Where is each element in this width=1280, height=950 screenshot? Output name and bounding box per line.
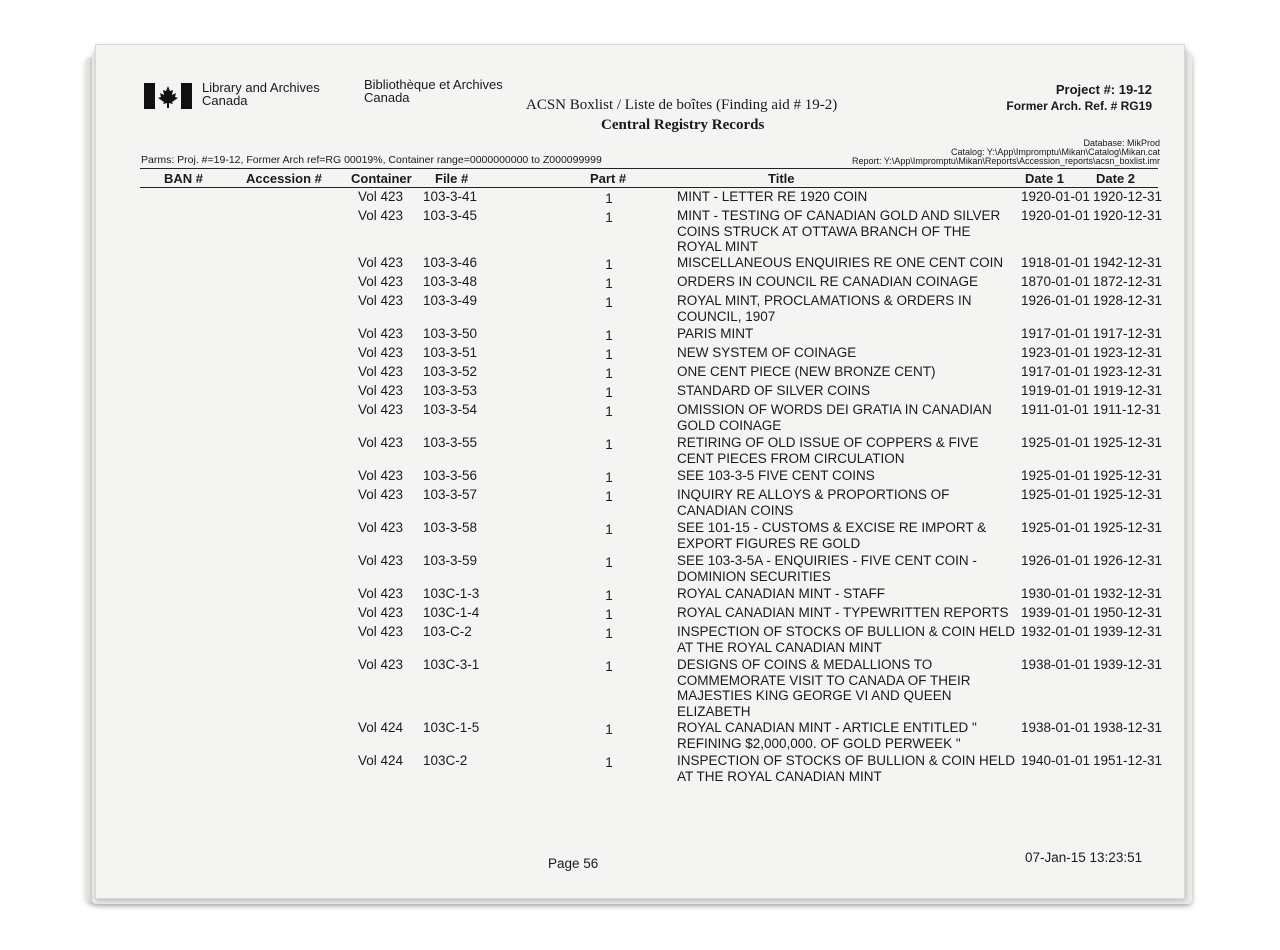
cell-date2: 1925-12-31 [1093, 520, 1163, 535]
cell-container: Vol 423 [358, 586, 404, 601]
cell-part: 1 [605, 588, 613, 603]
cell-date1: 1919-01-01 [1021, 383, 1091, 398]
cell-file: 103-3-50 [423, 326, 478, 341]
cell-title: MINT - TESTING OF CANADIAN GOLD AND SILVER COINS STRUCK AT OTTAWA BRANCH OF THE ROYAL MINT [677, 208, 1001, 254]
table-row [96, 383, 1184, 402]
cell-part: 1 [605, 626, 613, 641]
cell-container: Vol 423 [358, 255, 404, 270]
cell-file: 103-3-52 [423, 364, 478, 379]
cell-container: Vol 423 [358, 435, 404, 450]
cell-part: 1 [605, 385, 613, 400]
cell-part: 1 [605, 257, 613, 272]
cell-file: 103C-1-4 [423, 605, 480, 620]
cell-date1: 1917-01-01 [1021, 364, 1091, 379]
report-title: ACSN Boxlist / Liste de boîtes (Finding aid # 19-2) [526, 97, 838, 113]
cell-part: 1 [605, 555, 613, 570]
cell-file: 103-3-56 [423, 468, 478, 483]
table-row [96, 293, 1184, 326]
cell-title: INQUIRY RE ALLOYS & PROPORTIONS OF CANADIAN COINS [677, 487, 950, 518]
cell-date2: 1939-12-31 [1093, 657, 1163, 672]
cell-title: SEE 103-3-5 FIVE CENT COINS [677, 468, 875, 483]
table-row [96, 657, 1184, 720]
table-row [96, 326, 1184, 345]
cell-date1: 1940-01-01 [1021, 753, 1091, 768]
cell-part: 1 [605, 755, 613, 770]
cell-container: Vol 423 [358, 468, 404, 483]
cell-container: Vol 423 [358, 364, 404, 379]
cell-date2: 1925-12-31 [1093, 487, 1163, 502]
cell-container: Vol 423 [358, 293, 404, 308]
cell-title: ROYAL CANADIAN MINT - ARTICLE ENTITLED " REFINING $2,000,000. OF GOLD PERWEEK " [677, 720, 977, 751]
table-row [96, 189, 1184, 208]
cell-date1: 1925-01-01 [1021, 468, 1091, 483]
cell-part: 1 [605, 404, 613, 419]
cell-date2: 1925-12-31 [1093, 468, 1163, 483]
cell-title: SEE 101-15 - CUSTOMS & EXCISE RE IMPORT & EXPORT FIGURES RE GOLD [677, 520, 987, 551]
cell-file: 103-3-49 [423, 293, 478, 308]
cell-date1: 1939-01-01 [1021, 605, 1091, 620]
table-row [96, 364, 1184, 383]
cell-date1: 1925-01-01 [1021, 487, 1091, 502]
col-header-container: Container [351, 171, 412, 186]
cell-date2: 1920-12-31 [1093, 208, 1163, 223]
cell-title: INSPECTION OF STOCKS OF BULLION & COIN HELD AT THE ROYAL CANADIAN MINT [677, 753, 1016, 784]
col-header-date1: Date 1 [1025, 171, 1065, 186]
report-parameters: Parms: Proj. #=19-12, Former Arch ref=RG 00019%, Container range=0000000000 to Z000099999 [141, 154, 602, 166]
table-row [96, 753, 1184, 786]
cell-date2: 1939-12-31 [1093, 624, 1163, 639]
cell-file: 103-3-51 [423, 345, 478, 360]
table-row [96, 553, 1184, 586]
cell-title: DESIGNS OF COINS & MEDALLIONS TO COMMEMORATE VISIT TO CANADA OF THEIR MAJESTIES KING GEORGE VI AND QUEEN ELIZABETH [677, 657, 971, 719]
cell-title: ORDERS IN COUNCIL RE CANADIAN COINAGE [677, 274, 979, 289]
cell-date1: 1925-01-01 [1021, 435, 1091, 450]
cell-part: 1 [605, 722, 613, 737]
cell-part: 1 [605, 607, 613, 622]
col-header-part: Part # [590, 171, 627, 186]
cell-file: 103-3-46 [423, 255, 478, 270]
cell-container: Vol 424 [358, 753, 404, 768]
cell-container: Vol 423 [358, 624, 404, 639]
cell-title: RETIRING OF OLD ISSUE OF COPPERS & FIVE CENT PIECES FROM CIRCULATION [677, 435, 979, 466]
cell-title: OMISSION OF WORDS DEI GRATIA IN CANADIAN GOLD COINAGE [677, 402, 992, 433]
cell-container: Vol 423 [358, 345, 404, 360]
cell-title: MINT - LETTER RE 1920 COIN [677, 189, 868, 204]
table-row [96, 255, 1184, 274]
cell-container: Vol 423 [358, 383, 404, 398]
cell-date2: 1925-12-31 [1093, 435, 1163, 450]
cell-title: ROYAL MINT, PROCLAMATIONS & ORDERS IN COUNCIL, 1907 [677, 293, 972, 324]
cell-container: Vol 423 [358, 402, 404, 417]
col-header-title: Title [768, 171, 795, 186]
cell-date2: 1932-12-31 [1093, 586, 1163, 601]
col-header-accession: Accession # [246, 171, 322, 186]
col-header-ban: BAN # [164, 171, 204, 186]
table-row [96, 208, 1184, 255]
cell-file: 103-3-57 [423, 487, 478, 502]
cell-part: 1 [605, 522, 613, 537]
cell-date2: 1917-12-31 [1093, 326, 1163, 341]
boxlist-table [96, 189, 1184, 786]
cell-part: 1 [605, 191, 613, 206]
table-row [96, 605, 1184, 624]
table-row [96, 274, 1184, 293]
cell-file: 103-3-41 [423, 189, 478, 204]
cell-file: 103-3-53 [423, 383, 478, 398]
page-number: Page 56 [548, 856, 599, 871]
cell-date1: 1938-01-01 [1021, 657, 1091, 672]
cell-title: STANDARD OF SILVER COINS [677, 383, 871, 398]
cell-container: Vol 423 [358, 553, 404, 568]
col-header-file: File # [435, 171, 469, 186]
cell-date1: 1938-01-01 [1021, 720, 1091, 735]
project-number: Project #: 19-12 [1055, 82, 1152, 97]
cell-file: 103-3-55 [423, 435, 478, 450]
cell-date1: 1925-01-01 [1021, 520, 1091, 535]
cell-title: MISCELLANEOUS ENQUIRIES RE ONE CENT COIN [677, 255, 1004, 270]
report-subtitle: Central Registry Records [601, 117, 765, 133]
cell-file: 103-C-2 [423, 624, 472, 639]
catalog-path: Catalog: Y:\App\Impromptu\Mikan\Catalog\Mikan.cat [951, 147, 1160, 157]
cell-file: 103-3-54 [423, 402, 478, 417]
table-row [96, 586, 1184, 605]
cell-date1: 1920-01-01 [1021, 189, 1091, 204]
cell-file: 103C-3-1 [423, 657, 480, 672]
cell-date2: 1950-12-31 [1093, 605, 1163, 620]
canada-flag-icon [144, 83, 192, 109]
cell-part: 1 [605, 347, 613, 362]
table-row [96, 345, 1184, 364]
cell-file: 103-3-45 [423, 208, 478, 223]
cell-date1: 1926-01-01 [1021, 553, 1091, 568]
report-path: Report: Y:\App\Impromptu\Mikan\Reports\Accession_reports\acsn_boxlist.imr [852, 156, 1160, 166]
col-header-date2: Date 2 [1096, 171, 1136, 186]
cell-file: 103-3-59 [423, 553, 478, 568]
cell-date2: 1928-12-31 [1093, 293, 1163, 308]
cell-title: PARIS MINT [677, 326, 754, 341]
cell-part: 1 [605, 366, 613, 381]
cell-container: Vol 423 [358, 657, 404, 672]
print-datetime: 07-Jan-15 13:23:51 [1025, 850, 1143, 865]
cell-date1: 1930-01-01 [1021, 586, 1091, 601]
cell-date2: 1911-12-31 [1093, 402, 1162, 417]
cell-part: 1 [605, 659, 613, 674]
cell-file: 103-3-58 [423, 520, 478, 535]
cell-title: ROYAL CANADIAN MINT - STAFF [677, 586, 886, 601]
cell-date1: 1870-01-01 [1021, 274, 1091, 289]
cell-date1: 1917-01-01 [1021, 326, 1091, 341]
cell-container: Vol 423 [358, 274, 404, 289]
table-row [96, 624, 1184, 657]
cell-title: NEW SYSTEM OF COINAGE [677, 345, 857, 360]
cell-part: 1 [605, 328, 613, 343]
cell-part: 1 [605, 489, 613, 504]
cell-part: 1 [605, 295, 613, 310]
cell-date2: 1920-12-31 [1093, 189, 1163, 204]
cell-date1: 1932-01-01 [1021, 624, 1091, 639]
cell-title: ONE CENT PIECE (NEW BRONZE CENT) [677, 364, 936, 379]
cell-title: SEE 103-3-5A - ENQUIRIES - FIVE CENT COIN - DOMINION SECURITIES [677, 553, 977, 584]
cell-file: 103C-1-3 [423, 586, 480, 601]
cell-file: 103-3-48 [423, 274, 478, 289]
cell-file: 103C-2 [423, 753, 468, 768]
former-arch-ref: Former Arch. Ref. # RG19 [1006, 99, 1152, 113]
cell-container: Vol 423 [358, 605, 404, 620]
cell-date2: 1923-12-31 [1093, 345, 1163, 360]
cell-date2: 1942-12-31 [1093, 255, 1163, 270]
cell-part: 1 [605, 470, 613, 485]
table-row [96, 487, 1184, 520]
table-row [96, 402, 1184, 435]
database-info: Database: MikProd [1083, 138, 1160, 148]
cell-date2: 1923-12-31 [1093, 364, 1163, 379]
cell-date2: 1872-12-31 [1093, 274, 1163, 289]
cell-title: ROYAL CANADIAN MINT - TYPEWRITTEN REPORTS [677, 605, 1009, 620]
cell-file: 103C-1-5 [423, 720, 480, 735]
cell-container: Vol 423 [358, 326, 404, 341]
cell-date1: 1920-01-01 [1021, 208, 1091, 223]
cell-date1: 1911-01-01 [1021, 402, 1090, 417]
table-row [96, 435, 1184, 468]
cell-date2: 1926-12-31 [1093, 553, 1163, 568]
org-name-french: Bibliothèque et Archives Canada [364, 77, 503, 105]
table-row [96, 520, 1184, 553]
cell-container: Vol 423 [358, 189, 404, 204]
cell-date1: 1923-01-01 [1021, 345, 1091, 360]
cell-part: 1 [605, 437, 613, 452]
cell-container: Vol 423 [358, 487, 404, 502]
cell-date2: 1938-12-31 [1093, 720, 1163, 735]
cell-date1: 1918-01-01 [1021, 255, 1091, 270]
table-row [96, 720, 1184, 753]
document-page [95, 44, 1185, 899]
cell-container: Vol 423 [358, 520, 404, 535]
table-row [96, 468, 1184, 487]
header-rule-top [140, 168, 1158, 169]
cell-date2: 1951-12-31 [1093, 753, 1163, 768]
cell-container: Vol 424 [358, 720, 404, 735]
cell-date2: 1919-12-31 [1093, 383, 1163, 398]
cell-part: 1 [605, 276, 613, 291]
org-name-english: Library and Archives Canada [202, 80, 320, 108]
cell-container: Vol 423 [358, 208, 404, 223]
cell-title: INSPECTION OF STOCKS OF BULLION & COIN HELD AT THE ROYAL CANADIAN MINT [677, 624, 1016, 655]
cell-part: 1 [605, 210, 613, 225]
cell-date1: 1926-01-01 [1021, 293, 1091, 308]
header-rule-bottom [140, 187, 1158, 188]
